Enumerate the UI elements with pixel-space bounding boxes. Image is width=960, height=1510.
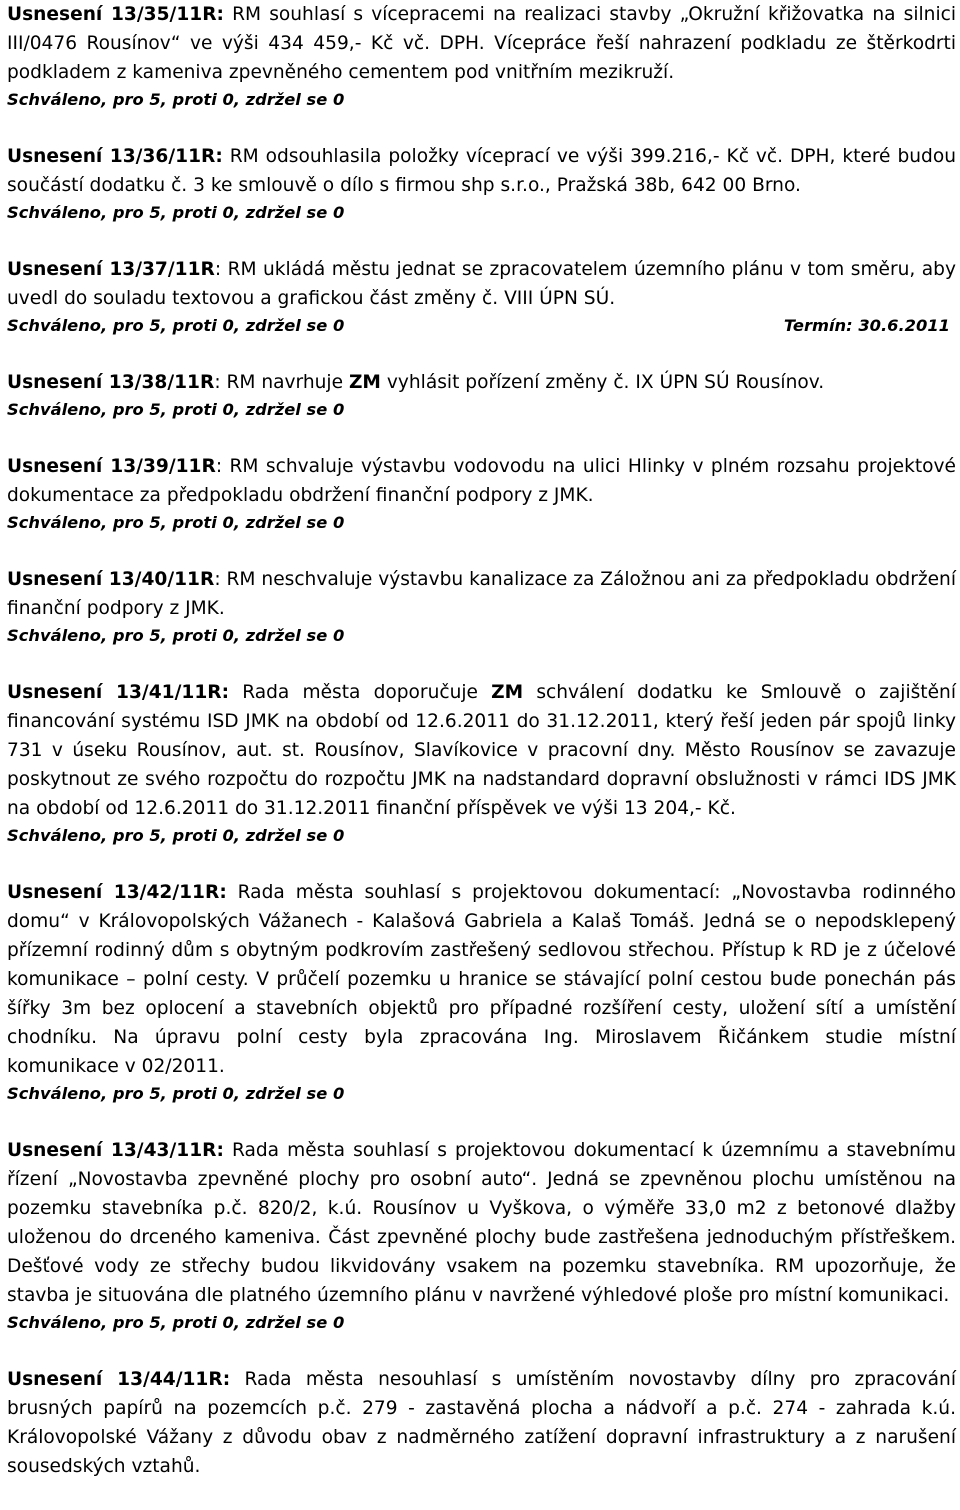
- resolution-id: Usnesení 13/44/11R:: [7, 1369, 231, 1390]
- resolution-id: Usnesení 13/43/11R:: [7, 1140, 224, 1161]
- resolution-id: Usnesení 13/35/11R:: [7, 4, 224, 25]
- resolution-13-35: [7, 0, 956, 113]
- resolution-13-43: [7, 1136, 956, 1336]
- resolution-text: [7, 255, 956, 313]
- resolution-body: RM souhlasí s vícepracemi na realizaci stavby „Okružní křižovatka na silnici III/0476 Rousínov“ ve výši 434 459,- Kč vč. DPH. Vícepráce řeší nahrazení podkladu ze štěrkodrti podkladem z kameniva zpevněného cementem pod vnitřním mezikruží.: [7, 4, 956, 83]
- vote-text: Schváleno, pro 5, proti 0, zdržel se 0: [7, 90, 345, 109]
- vote-text: Schváleno, pro 5, proti 0, zdržel se 0: [7, 1084, 345, 1103]
- resolution-text: [7, 0, 956, 87]
- resolution-13-40: [7, 565, 956, 649]
- resolution-text: [7, 368, 956, 397]
- resolution-text: [7, 1365, 956, 1481]
- resolution-13-41: [7, 678, 956, 849]
- resolution-13-39: [7, 452, 956, 536]
- resolution-body-cont: schválení dodatku ke Smlouvě o zajištění financování systému ISD JMK na období od 12.6.2011 do 31.12.2011, který řeší jeden pár spojů linky 731 v úseku Rousínov, aut. st. Rousínov, Slavíkovice v pracovní dny. Město Rousínov se zavazuje poskytnout ze svého rozpočtu do rozpočtu JMK na nadstandard dopravní obslužnosti v rámci IDS JMK na období od 12.6.2011 do 31.12.2011 finanční příspěvek ve výši 13 204,- Kč.: [7, 682, 956, 819]
- vote-result: [7, 823, 956, 849]
- vote-text: Schváleno, pro 5, proti 0, zdržel se 0: [7, 826, 345, 845]
- resolution-id: Usnesení 13/40/11R: [7, 569, 215, 590]
- resolution-body: : RM navrhuje: [214, 372, 349, 393]
- vote-result: [7, 623, 956, 649]
- vote-result: [7, 397, 956, 423]
- resolution-body: : RM neschvaluje výstavbu kanalizace za Záložnou ani za předpokladu obdržení finanční podpory z JMK.: [7, 569, 956, 619]
- resolution-text: [7, 878, 956, 1081]
- resolution-body: Rada města souhlasí s projektovou dokumentací k územnímu a stavebnímu řízení „Novostavba zpevněné plochy pro osobní auto“. Jedná se zpevněnou plochu umístěnou na pozemku stavebníka p.č. 820/2, k.ú. Rousínov u Vyškova, o výměře 33,0 m2 z betonové dlažby uloženou do drceného kameniva. Část zpevněné plochy bude zastřešena jednoduchým přístřeškem. Dešťové vody ze střechy budou likvidovány vsakem na pozemku stavebníka. RM upozorňuje, že stavba je situována dle platného územního plánu v navržené výhledové ploše pro místní komunikaci.: [7, 1140, 956, 1306]
- vote-text: Schváleno, pro 5, proti 0, zdržel se 0: [7, 203, 345, 222]
- resolution-text: [7, 565, 956, 623]
- resolution-emphasis: ZM: [491, 682, 524, 703]
- resolution-13-44: [7, 1365, 956, 1481]
- resolution-body: Rada města doporučuje: [229, 682, 492, 703]
- resolution-body: Rada města nesouhlasí s umístěním novostavby dílny pro zpracování brusných papírů na pozemcích p.č. 279 - zastavěná plocha a nádvoří a p.č. 274 - zahrada k.ú. Královopolské Vážany z důvodu obav z nadměrného zatížení dopravní infrastruktury a z narušení sousedských vztahů.: [7, 1369, 956, 1477]
- resolution-emphasis: ZM: [348, 372, 381, 393]
- resolution-13-38: [7, 368, 956, 423]
- resolution-text: [7, 678, 956, 823]
- resolution-13-36: [7, 142, 956, 226]
- deadline-text: Termín: 30.6.2011: [783, 316, 950, 335]
- document-page: [7, 0, 956, 1510]
- resolution-id: Usnesení 13/38/11R: [7, 372, 215, 393]
- resolution-text: [7, 1136, 956, 1310]
- resolution-13-42: [7, 878, 956, 1107]
- vote-result: [7, 1310, 956, 1336]
- resolution-id: Usnesení 13/36/11R:: [7, 146, 223, 167]
- resolution-body: : RM ukládá městu jednat se zpracovatelem územního plánu v tom směru, aby uvedl do souladu textovou a grafickou část změny č. VIII ÚPN SÚ.: [7, 259, 956, 309]
- resolution-id: Usnesení 13/39/11R: [7, 456, 216, 477]
- vote-result: [7, 510, 956, 536]
- resolution-id: Usnesení 13/42/11R:: [7, 882, 227, 903]
- vote-text: Schváleno, pro 5, proti 0, zdržel se 0: [7, 400, 345, 419]
- vote-text: Schváleno, pro 5, proti 0, zdržel se 0: [7, 513, 345, 532]
- vote-text: Schváleno, pro 5, proti 0, zdržel se 0: [7, 626, 345, 645]
- vote-text: Schváleno, pro 5, proti 0, zdržel se 0: [7, 1313, 345, 1332]
- resolution-id: Usnesení 13/37/11R: [7, 259, 215, 280]
- resolution-text: [7, 452, 956, 510]
- resolution-body: Rada města souhlasí s projektovou dokumentací: „Novostavba rodinného domu“ v Královopolských Vážanech - Kalašová Gabriela a Kalaš Tomáš. Jedná se o nepodsklepený přízemní rodinný dům s obytným podkrovím zastřešený sedlovou střechou. Přístup k RD je z účelové komunikace – polní cesty. V průčelí pozemku u hranice se stávající polní cestou bude ponechán pás šířky 3m bez oplocení a stavebních objektů pro případné rozšíření cesty, uložení sítí a umístění chodníku. Na úpravu polní cesty byla zpracována Ing. Miroslavem Řičánkem studie místní komunikace v 02/2011.: [7, 882, 956, 1077]
- vote-result: [7, 1081, 956, 1107]
- resolution-body: RM odsouhlasila položky víceprací ve výši 399.216,- Kč vč. DPH, které budou součástí dodatku č. 3 ke smlouvě o dílo s firmou shp s.r.o., Pražská 38b, 642 00 Brno.: [7, 146, 956, 196]
- vote-result: [7, 313, 956, 339]
- vote-result: [7, 87, 956, 113]
- resolution-body-cont: vyhlásit pořízení změny č. IX ÚPN SÚ Rousínov.: [380, 372, 825, 393]
- resolution-text: [7, 142, 956, 200]
- resolution-body: : RM schvaluje výstavbu vodovodu na ulici Hlinky v plném rozsahu projektové dokumentace za předpokladu obdržení finanční podpory z JMK.: [7, 456, 956, 506]
- resolution-id: Usnesení 13/41/11R:: [7, 682, 230, 703]
- vote-text: Schváleno, pro 5, proti 0, zdržel se 0: [7, 316, 345, 335]
- vote-result: [7, 200, 956, 226]
- resolution-13-37: [7, 255, 956, 339]
